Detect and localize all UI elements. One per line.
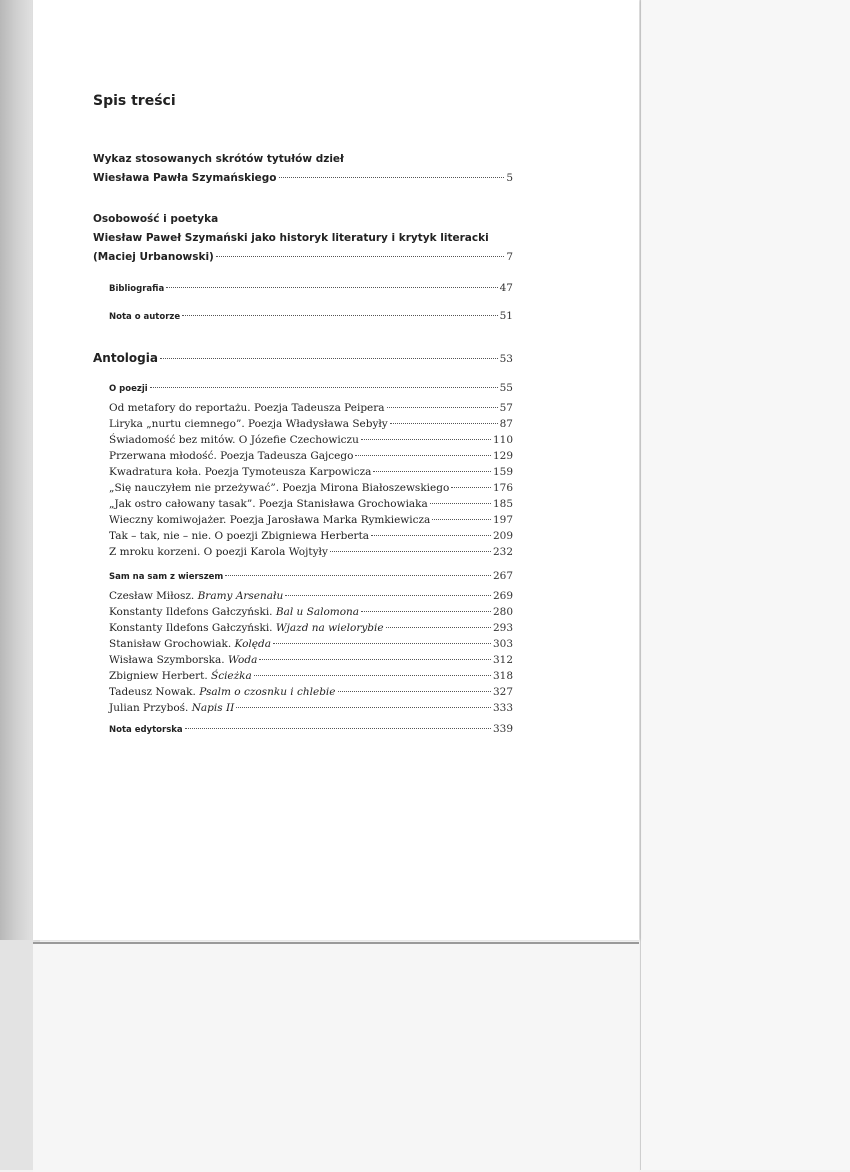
essay-title: Tak – tak, nie – nie. O poezji Zbigniewa Herberta <box>109 530 370 542</box>
toc-bibliografia-label: Bibliografia <box>109 284 165 294</box>
toc-o-poezji-label: O poezji <box>109 384 148 394</box>
toc-essay-entry <box>109 402 513 414</box>
page-number: 55 <box>499 382 513 394</box>
toc-poem-entry <box>109 686 513 698</box>
dot-leader <box>160 358 498 359</box>
dot-leader <box>225 575 491 576</box>
page-number: 5 <box>506 172 513 184</box>
dot-leader <box>254 675 491 676</box>
toc-poem-entry <box>109 654 513 666</box>
poem-title: Ścieżka <box>211 670 252 682</box>
poem-author: Konstanty Ildefons Gałczyński. <box>109 622 276 634</box>
toc-profile-line3: (Maciej Urbanowski) <box>93 251 214 263</box>
toc-entry-antologia <box>93 351 513 365</box>
toc-poem-entry <box>109 606 513 618</box>
page-number: 327 <box>492 686 513 698</box>
page-number: 197 <box>492 514 513 526</box>
toc-sam-na-sam-label: Sam na sam z wierszem <box>109 572 224 582</box>
toc-heading: Spis treści <box>93 93 176 109</box>
page-number: 110 <box>492 434 513 446</box>
page-number: 57 <box>499 402 513 414</box>
page-number: 129 <box>492 450 513 462</box>
dot-leader <box>373 471 491 472</box>
essay-title: Kwadratura koła. Poezja Tymoteusza Karpowicza <box>109 466 372 478</box>
toc-essay-entry <box>109 514 513 526</box>
toc-essay-entry <box>109 466 513 478</box>
poem-author: Wisława Szymborska. <box>109 654 228 666</box>
toc-poem-entry <box>109 590 513 602</box>
poem-title: Kolęda <box>234 638 271 650</box>
page-number: 176 <box>492 482 513 494</box>
dot-leader <box>273 643 491 644</box>
poem-title: Woda <box>227 654 258 666</box>
page-number: 209 <box>492 530 513 542</box>
dot-leader <box>330 551 491 552</box>
toc-essay-entry <box>109 418 513 430</box>
poem-title: Bal u Salomona <box>275 606 360 618</box>
dot-leader <box>166 287 497 288</box>
poem-author: Julian Przyboś. <box>109 702 192 714</box>
page-number: 7 <box>506 251 513 263</box>
dot-leader <box>236 707 491 708</box>
dot-leader <box>387 407 498 408</box>
dot-leader <box>451 487 491 488</box>
lower-sheet <box>33 942 639 1172</box>
essay-title: Od metafory do reportażu. Poezja Tadeusza Peipera <box>109 402 385 414</box>
toc-profile-line2: Wiesław Paweł Szymański jako historyk literatury i krytyk literacki <box>93 232 489 244</box>
dot-leader <box>430 503 491 504</box>
dot-leader <box>371 535 491 536</box>
page-number: 232 <box>492 546 513 558</box>
poem-author: Tadeusz Nowak. <box>109 686 200 698</box>
toc-essay-entry <box>109 434 513 446</box>
page-number: 333 <box>492 702 513 714</box>
toc-entry-abbrev <box>93 172 513 184</box>
toc-entry-o-poezji <box>109 382 513 394</box>
dot-leader <box>285 595 491 596</box>
dot-leader <box>338 691 491 692</box>
essay-title: „Jak ostro całowany tasak”. Poezja Stanisława Grochowiaka <box>109 498 428 510</box>
page-number: 185 <box>492 498 513 510</box>
toc-essay-entry <box>109 530 513 542</box>
dot-leader <box>182 315 498 316</box>
essay-title: Wieczny komiwojażer. Poezja Jarosława Marka Rymkiewicza <box>109 514 431 526</box>
toc-profile-line1: Osobowość i poetyka <box>93 213 219 225</box>
page-number: 293 <box>492 622 513 634</box>
toc-entry-sam-na-sam <box>109 570 513 582</box>
toc-poem-entry <box>109 622 513 634</box>
toc-essay-entry <box>109 450 513 462</box>
adjacent-page <box>640 0 850 1170</box>
dot-leader <box>259 659 491 660</box>
essay-title: „Się nauczyłem nie przeżywać”. Poezja Mirona Białoszewskiego <box>109 482 450 494</box>
page-number: 280 <box>492 606 513 618</box>
dot-leader <box>361 439 491 440</box>
page-number: 303 <box>492 638 513 650</box>
toc-abbrev-line2: Wiesława Pawła Szymańskiego <box>93 172 277 184</box>
poem-author: Czesław Miłosz. <box>109 590 198 602</box>
page-number: 47 <box>499 282 513 294</box>
dot-leader <box>279 177 505 178</box>
dot-leader <box>216 256 504 257</box>
poem-author: Konstanty Ildefons Gałczyński. <box>109 606 276 618</box>
toc-essay-entry <box>109 482 513 494</box>
poem-author: Zbigniew Herbert. <box>109 670 211 682</box>
page-number: 339 <box>492 723 513 735</box>
toc-entry-nota-autor <box>109 310 513 322</box>
poem-author: Stanisław Grochowiak. <box>109 638 235 650</box>
toc-nota-autor-label: Nota o autorze <box>109 312 181 322</box>
dot-leader <box>386 627 491 628</box>
dot-leader <box>390 423 498 424</box>
page-number: 53 <box>499 353 513 365</box>
dot-leader <box>355 455 491 456</box>
toc-essay-entry <box>109 546 513 558</box>
dot-leader <box>150 387 498 388</box>
toc-entry-bibliografia <box>109 282 513 294</box>
page-number: 267 <box>492 570 513 582</box>
poem-title: Napis II <box>191 702 235 714</box>
poem-title: Wjazd na wielorybie <box>275 622 384 634</box>
toc-poem-entry <box>109 670 513 682</box>
dot-leader <box>361 611 491 612</box>
essay-title: Liryka „nurtu ciemnego”. Poezja Władysława Sebyły <box>109 418 388 430</box>
poem-title: Bramy Arsenału <box>197 590 284 602</box>
toc-entry-profile <box>93 251 513 263</box>
dot-leader <box>185 728 491 729</box>
page-number: 269 <box>492 590 513 602</box>
page-number: 51 <box>499 310 513 322</box>
toc-essay-entry <box>109 498 513 510</box>
toc-antologia-label: Antologia <box>93 351 158 365</box>
page-number: 312 <box>492 654 513 666</box>
toc-poem-entry <box>109 702 513 714</box>
toc-abbrev-line1: Wykaz stosowanych skrótów tytułów dzieł <box>93 153 344 165</box>
page-number: 159 <box>492 466 513 478</box>
page-number: 318 <box>492 670 513 682</box>
essay-title: Z mroku korzeni. O poezji Karola Wojtyły <box>109 546 328 558</box>
poem-title: Psalm o czosnku i chlebie <box>199 686 336 698</box>
toc-poem-entry <box>109 638 513 650</box>
page-number: 87 <box>499 418 513 430</box>
essay-title: Świadomość bez mitów. O Józefie Czechowiczu <box>109 434 359 446</box>
essay-title: Przerwana młodość. Poezja Tadeusza Gajcego <box>109 450 354 462</box>
dot-leader <box>432 519 491 520</box>
toc-entry-nota-edytorska <box>109 723 513 735</box>
toc-nota-edytorska-label: Nota edytorska <box>109 725 183 735</box>
